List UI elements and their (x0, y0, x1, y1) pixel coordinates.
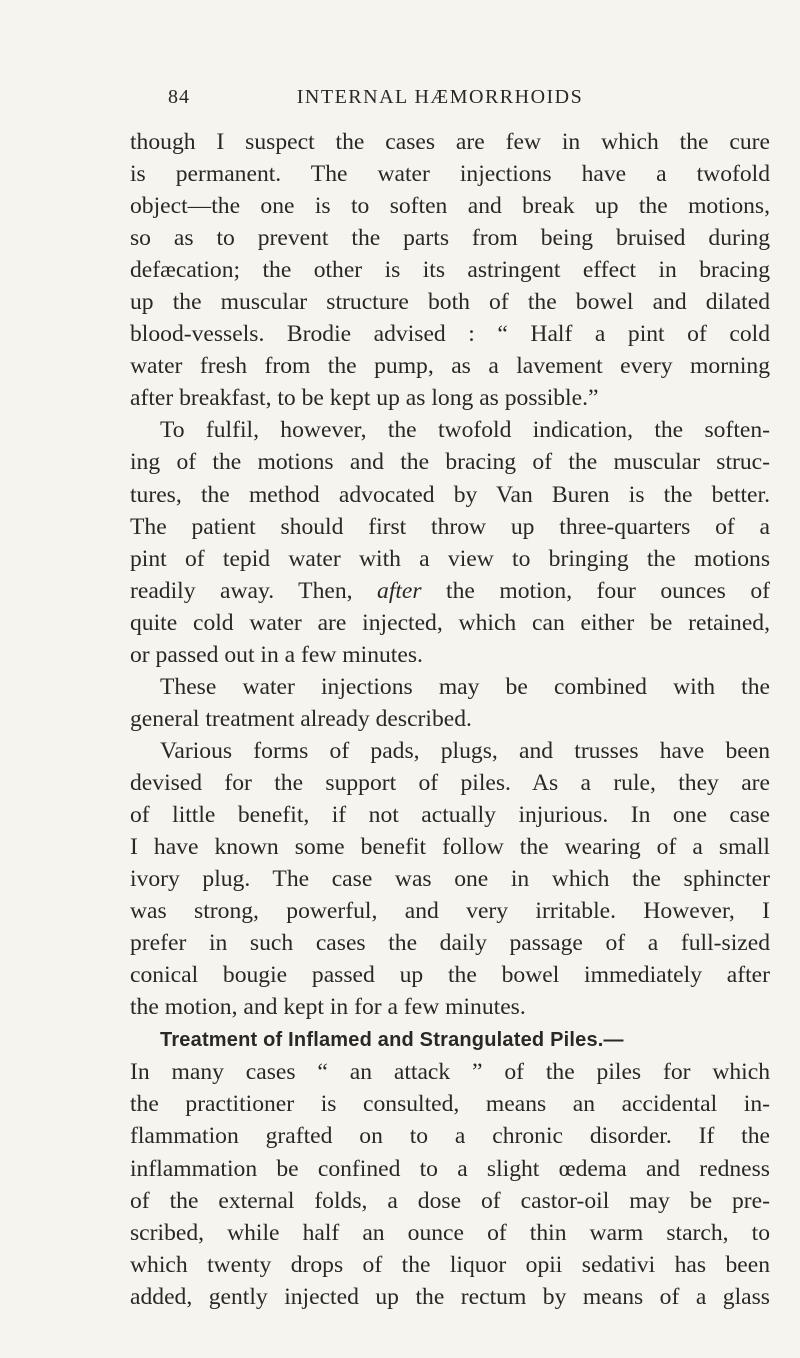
text-line: object—the one is to soften and break up the motions, (130, 193, 770, 220)
text-line: added, gently injected up the rectum by means of a glass (130, 1283, 770, 1310)
section-heading (130, 1023, 770, 1056)
text-line: The patient should first throw up three-quarters of a (130, 513, 770, 540)
text-line: so as to prevent the parts from being bruised during (130, 225, 770, 252)
page-number: 84 (168, 86, 190, 108)
text-line: which twenty drops of the liquor opii sedativi has been (130, 1251, 770, 1278)
running-title: INTERNAL HÆMORRHOIDS (296, 86, 584, 108)
heading-text: Treatment of Inflamed and Strangulated Piles.— (160, 1029, 624, 1052)
text-line: In many cases “ an attack ” of the piles for which (130, 1059, 770, 1086)
text-line: I have known some benefit follow the wearing of a small (130, 834, 770, 861)
text-line: blood-vessels. Brodie advised : “ Half a pint of cold (130, 321, 770, 348)
body-text (130, 126, 770, 1313)
text-line: These water injections may be combined with the (160, 673, 770, 700)
text-line: pint of tepid water with a view to bringing the motions (130, 545, 770, 572)
text-span: the motion, four ounces of (446, 577, 770, 604)
text-line: of the external folds, a dose of castor-oil may be pre- (130, 1187, 770, 1214)
text-line: was strong, powerful, and very irritable. However, I (130, 898, 770, 925)
text-line: water fresh from the pump, as a lavement every morning (130, 353, 770, 380)
text-line: flammation grafted on to a chronic disorder. If the (130, 1123, 770, 1150)
text-line: ivory plug. The case was one in which the sphincter (130, 866, 770, 893)
text-line: is permanent. The water injections have a twofold (130, 161, 770, 188)
text-line: defæcation; the other is its astringent effect in bracing (130, 257, 770, 284)
text-line: ing of the motions and the bracing of the muscular struc- (130, 449, 770, 476)
text-line: prefer in such cases the daily passage of a full-sized (130, 930, 770, 957)
text-line: general treatment already described. (130, 705, 472, 732)
text-span: readily away. Then, (130, 577, 353, 604)
text-line: the motion, and kept in for a few minutes. (130, 994, 526, 1021)
text-line: after breakfast, to be kept up as long as possible.” (130, 385, 599, 412)
text-line: or passed out in a few minutes. (130, 641, 423, 668)
text-line (130, 575, 770, 607)
text-line: inflammation be confined to a slight œdema and redness (130, 1155, 770, 1182)
italic-word: after (377, 577, 422, 604)
text-line: quite cold water are injected, which can either be retained, (130, 609, 770, 636)
text-line: though I suspect the cases are few in which the cure (130, 129, 770, 155)
text-line: conical bougie passed up the bowel immediately after (130, 962, 770, 989)
running-header (130, 86, 750, 114)
text-line: tures, the method advocated by Van Buren is the better. (130, 481, 770, 508)
text-line: the practitioner is consulted, means an accidental in- (130, 1091, 770, 1118)
text-line: To fulfil, however, the twofold indication, the soften- (160, 417, 770, 444)
text-line: scribed, while half an ounce of thin warm starch, to (130, 1219, 770, 1246)
text-line: up the muscular structure both of the bowel and dilated (130, 289, 770, 316)
text-line: devised for the support of piles. As a rule, they are (130, 769, 770, 796)
text-line: of little benefit, if not actually injurious. In one case (130, 801, 770, 828)
text-line: Various forms of pads, plugs, and trusses have been (160, 737, 770, 764)
